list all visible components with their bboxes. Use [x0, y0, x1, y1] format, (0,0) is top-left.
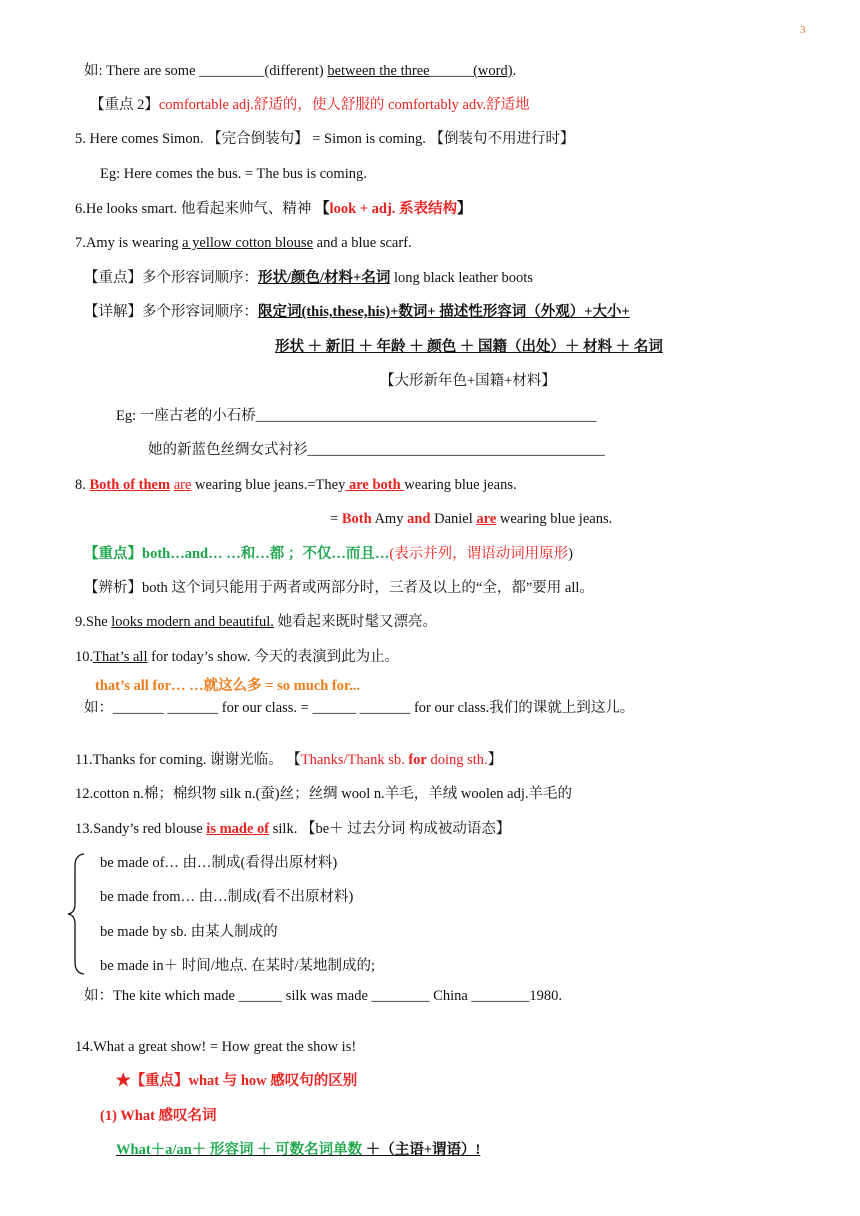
- text-underlined: (word): [473, 63, 513, 79]
- text-underlined: looks modern and beautiful.: [111, 614, 274, 630]
- text: long black leather boots: [390, 270, 533, 286]
- text-green-bold: What＋a/an＋ 形容词 ＋ 可数名词单数: [116, 1142, 366, 1158]
- text-red-underlined: are: [173, 477, 192, 493]
- line-mnemonic: 【大形新年色+国籍+材料】: [380, 373, 556, 389]
- page-number: 3: [800, 24, 806, 36]
- text-underlined: a yellow cotton blouse: [182, 235, 314, 251]
- line-both-analysis: 【辨析】both 这个词只能用于两者或两部分时，三者及以上的“全，都”要用 all。: [84, 580, 594, 596]
- line-adjective-detail-cont: 形状 ＋ 新旧 ＋ 年龄 ＋ 颜色 ＋ 国籍（出处）＋ 材料 ＋ 名词: [275, 339, 663, 355]
- text: for today’s show. 今天的表演到此为止。: [147, 649, 400, 665]
- text-underlined: That’s all: [93, 649, 148, 665]
- text-red: comfortable adj.舒适的，使人舒服的 comfortably adv.舒适地: [158, 97, 530, 113]
- label: 【重点 2】: [90, 97, 159, 113]
- text-red-bold: Both: [341, 511, 372, 527]
- text-bold-underlined: 限定词(this,these,his)+数词+ 描述性形容词（外观）+大小+: [258, 304, 630, 320]
- text: ______: [429, 63, 474, 79]
- line-eg-class: 如：_______ _______ for our class. = ______ _______ for our class.我们的课就上到这儿。: [84, 700, 635, 716]
- line-example-different: [84, 62, 516, 80]
- text: Amy: [371, 511, 408, 527]
- line-made-in: be made in＋ 时间/地点. 在某时/某地制成的;: [100, 958, 376, 974]
- line-eg-kite: 如：The kite which made ______ silk was made ________ China ________1980.: [84, 988, 563, 1004]
- line-item-5: 5. Here comes Simon. 【完合倒装句】 = Simon is coming. 【倒装句不用进行时】: [75, 131, 575, 147]
- line-keypoint-2: [90, 96, 530, 114]
- text-red: Thanks/Thank sb.: [300, 752, 409, 768]
- line-exclamation-heading: ★【重点】what 与 how 感叹句的区别: [116, 1073, 358, 1089]
- line-eg-bridge: Eg: 一座古老的小石桥_______________________________________________: [116, 408, 597, 424]
- line-thats-all-for: that’s all for… …就这么多 = so much for...: [95, 678, 360, 694]
- line-eg-blouse: 她的新蓝色丝绸女式衬衫_________________________________________: [148, 442, 605, 458]
- text: 8.: [75, 477, 90, 493]
- text: wearing blue jeans.=They: [191, 477, 346, 493]
- bracket: 【: [315, 201, 330, 217]
- text-underlined: between the three: [327, 63, 430, 79]
- text: 她看起来既时髦又漂亮。: [273, 614, 438, 630]
- line-adjective-detail: [84, 303, 630, 321]
- text: ): [568, 546, 574, 562]
- line-both-and: [84, 545, 573, 563]
- line-item-6: [75, 200, 472, 218]
- text-green-bold: 【重点】both…and… …和…都 ；不仅…而且…: [84, 546, 390, 562]
- text-red-highlight: are both: [345, 477, 405, 493]
- text: silk. 【be＋ 过去分词 构成被动语态】: [269, 821, 511, 837]
- text: 11.Thanks for coming. 谢谢光临。 【: [75, 752, 301, 768]
- text-red-highlight: is made of: [206, 821, 270, 837]
- text-bold-underlined: 形状/颜色/材料+名词: [258, 270, 391, 286]
- line-made-from: be made from… 由…制成(看不出原材料): [100, 889, 354, 905]
- label: 【详解】多个形容词顺序：: [84, 304, 258, 320]
- text: 9.She: [75, 614, 112, 630]
- text-red: (表示并列，谓语动词用原形: [389, 546, 569, 562]
- text: 6.He looks smart. 他看起来帅气、精神: [75, 201, 316, 217]
- line-adjective-order: [84, 269, 533, 287]
- text: 如: There are some _________(different): [84, 63, 328, 79]
- line-what-formula: [116, 1141, 480, 1159]
- line-item-14: 14.What a great show! = How great the show is!: [75, 1039, 357, 1055]
- text: wearing blue jeans.: [404, 477, 517, 493]
- text-red-bold: look + adj. 系表结构: [329, 201, 458, 217]
- text-red-highlight: Both of them: [89, 477, 171, 493]
- line-item-7: [75, 234, 412, 252]
- line-item-12: 12.cotton n.棉；棉织物 silk n.(蚕)丝；丝绸 wool n.羊毛，羊绒 woolen adj.羊毛的: [75, 786, 572, 802]
- text: =: [330, 511, 342, 527]
- line-item-8: [75, 476, 517, 494]
- text: 7.Amy is wearing: [75, 235, 183, 251]
- text: 】: [487, 752, 503, 768]
- text-red-bold: and: [407, 511, 431, 527]
- text-red: doing sth.: [426, 752, 488, 768]
- line-item-10: [75, 648, 399, 666]
- text: Daniel: [430, 511, 477, 527]
- text: ＋（主语+谓语）!: [365, 1142, 481, 1158]
- label: 【重点】多个形容词顺序：: [84, 270, 258, 286]
- line-made-of: be made of… 由…制成(看得出原材料): [100, 855, 338, 871]
- line-eg-bus: Eg: Here comes the bus. = The bus is coming.: [100, 166, 367, 182]
- line-item-8-cont: [330, 510, 612, 528]
- text-red-bold: for: [408, 752, 427, 768]
- line-item-9: [75, 613, 437, 631]
- line-what-heading: (1) What 感叹名词: [100, 1108, 217, 1124]
- bracket: 】: [457, 201, 472, 217]
- text: 10.: [75, 649, 94, 665]
- line-made-by: be made by sb. 由某人制成的: [100, 924, 278, 940]
- text-red-highlight: are: [476, 511, 497, 527]
- text: and a blue scarf.: [313, 235, 412, 251]
- left-brace-icon: [66, 852, 88, 976]
- text: wearing blue jeans.: [496, 511, 613, 527]
- text: .: [512, 63, 517, 79]
- text: 13.Sandy’s red blouse: [75, 821, 207, 837]
- line-item-13: [75, 820, 510, 838]
- line-item-11: [75, 751, 502, 769]
